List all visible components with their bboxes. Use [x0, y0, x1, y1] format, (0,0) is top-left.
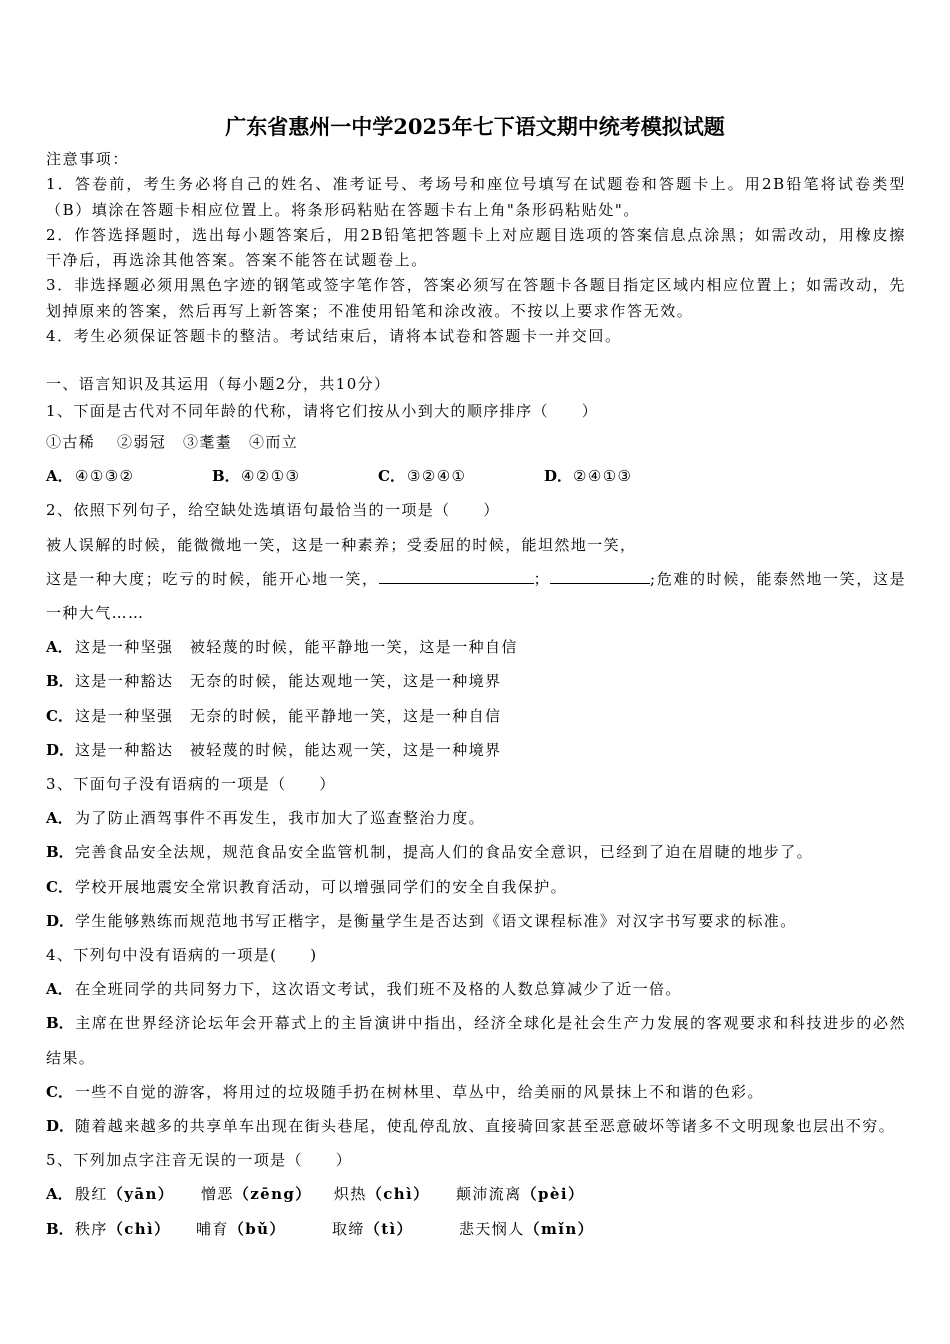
passage-text: 这是一种大度；吃亏的时候，能开心地一笑， — [46, 569, 379, 588]
option-b — [46, 664, 906, 698]
option-d — [46, 733, 906, 767]
option-text: ②④①③ — [573, 467, 633, 486]
age-term-item: ④而立 — [249, 433, 299, 451]
option-a — [46, 1177, 906, 1211]
word: 憎恶 — [201, 1185, 234, 1204]
pinyin: （bǔ） — [228, 1219, 286, 1238]
option-text: 这是一种坚强 被轻蔑的时候，能平静地一笑，这是一种自信 — [75, 638, 518, 657]
pinyin: （pèi） — [521, 1185, 585, 1204]
option-label: A． — [46, 467, 73, 486]
option-d — [46, 904, 906, 938]
option-a — [46, 459, 212, 493]
pinyin: （chì） — [366, 1185, 430, 1204]
option-a — [46, 801, 906, 835]
option-c — [378, 459, 544, 493]
pinyin: （zēng） — [233, 1185, 312, 1204]
pinyin-item — [201, 1177, 334, 1211]
question-5-stem: 5、下列加点字注音无误的一项是（ ） — [46, 1151, 353, 1170]
option-text: 这是一种豁达 被轻蔑的时候，能达观一笑，这是一种境界 — [75, 740, 502, 759]
word: 殷红 — [75, 1185, 108, 1204]
option-c — [46, 699, 906, 733]
question-2-passage-line: 被人误解的时候，能微微地一笑，这是一种素养；受委屈的时候，能坦然地一笑， — [46, 535, 637, 554]
notice-item: 1．答卷前，考生务必将自己的姓名、准考证号、考场号和座位号填写在试题卷和答题卡上。用2B铅笔将试卷类型（B）填涂在答题卡相应位置上。将条形码粘贴在答题卡右上角"条形码粘贴处"。 — [46, 175, 906, 219]
option-label: C． — [46, 877, 73, 896]
option-label: A． — [46, 1185, 73, 1204]
question-1-options — [46, 459, 906, 493]
option-d — [46, 1109, 906, 1143]
option-label: B． — [46, 1219, 74, 1238]
word: 秩序 — [75, 1219, 108, 1238]
question-2-stem: 2、依照下列句子，给空缺处选填语句最恰当的一项是（ ） — [46, 501, 500, 520]
pinyin-item — [334, 1177, 456, 1211]
option-label: D． — [544, 467, 573, 486]
option-text: ③②④① — [407, 467, 467, 486]
option-label: A． — [46, 638, 73, 657]
pinyin-item — [75, 1177, 201, 1211]
notice-heading: 注意事项： — [46, 150, 130, 168]
section-language-knowledge — [46, 371, 906, 1246]
option-text: 完善食品安全法规，规范食品安全监管机制，提高人们的食品安全意识，已经到了迫在眉睫的地步了。 — [75, 843, 814, 862]
age-term-item: ②弱冠 — [117, 433, 167, 451]
option-label: D． — [46, 1117, 75, 1136]
notice-item: 4．考生必须保证答题卡的整洁。考试结束后，请将本试卷和答题卡一并交回。 — [46, 327, 622, 346]
question-1-items — [46, 425, 906, 459]
pinyin: （yān） — [107, 1185, 175, 1204]
word: 颠沛流离 — [456, 1185, 522, 1204]
option-label: C． — [46, 706, 73, 725]
option-c — [46, 870, 906, 904]
age-term-item: ①古稀 — [46, 433, 96, 451]
option-label: B． — [212, 467, 240, 486]
option-b — [46, 1212, 906, 1246]
question-1-stem: 1、下面是古代对不同年龄的代称，请将它们按从小到大的顺序排序（ ） — [46, 402, 599, 420]
option-text: 随着越来越多的共享单车出现在街头巷尾，使乱停乱放、直接骑回家甚至恶意破坏等诸多不文明现象也层出不穷。 — [75, 1117, 896, 1136]
section-heading: 一、语言知识及其运用（每小题2分，共10分） — [46, 375, 391, 393]
option-a — [46, 972, 906, 1006]
question-4-stem: 4、下列句中没有语病的一项是( ) — [46, 946, 318, 965]
option-b — [46, 1006, 906, 1074]
option-text: 这是一种坚强 无奈的时候，能平静地一笑，这是一种自信 — [75, 706, 502, 725]
pinyin: （mǐn） — [524, 1219, 595, 1238]
question-2-passage-with-blanks — [46, 562, 906, 630]
option-a — [46, 630, 906, 664]
passage-text: ;危难的时候，能泰然地一笑，这是一种大气…… — [46, 569, 906, 623]
option-text: 一些不自觉的游客，将用过的垃圾随手扔在树林里、草丛中，给美丽的风景抹上不和谐的色彩。 — [75, 1082, 764, 1101]
notice-block — [46, 147, 906, 349]
question-3-stem: 3、下面句子没有语病的一项是（ ） — [46, 775, 336, 794]
option-text: 在全班同学的共同努力下，这次语文考试，我们班不及格的人数总算减少了近一倍。 — [75, 980, 682, 999]
pinyin: （chì） — [107, 1219, 171, 1238]
pinyin-item — [75, 1212, 196, 1246]
answer-blank — [550, 569, 650, 584]
option-label: B． — [46, 672, 74, 691]
option-label: C． — [378, 467, 405, 486]
word: 取缔 — [332, 1219, 365, 1238]
pinyin-item — [459, 1212, 594, 1246]
option-text: 主席在世界经济论坛年会开幕式上的主旨演讲中指出，经济全球化是社会生产力发展的客观要求和科技进步的必然结果。 — [46, 1014, 906, 1067]
option-label: C． — [46, 1082, 73, 1101]
option-text: 为了防止酒驾事件不再发生，我市加大了巡查整治力度。 — [75, 809, 486, 828]
pinyin: （tì） — [364, 1219, 414, 1238]
age-term-item: ③耄耋 — [183, 433, 233, 451]
option-text: 学校开展地震安全常识教育活动，可以增强同学们的安全自我保护。 — [75, 877, 568, 896]
option-label: D． — [46, 911, 75, 930]
pinyin-item — [456, 1177, 584, 1211]
option-label: A． — [46, 809, 73, 828]
pinyin-item — [332, 1212, 459, 1246]
word: 炽热 — [334, 1185, 367, 1204]
option-text: 这是一种豁达 无奈的时候，能达观地一笑，这是一种境界 — [75, 672, 502, 691]
pinyin-item — [196, 1212, 332, 1246]
option-c — [46, 1075, 906, 1109]
page-title: 广东省惠州一中学2025年七下语文期中统考模拟试题 — [225, 114, 725, 139]
passage-text: ； — [533, 569, 551, 588]
option-b — [46, 835, 906, 869]
option-label: B． — [46, 1014, 74, 1033]
notice-item: 3．非选择题必须用黑色字迹的钢笔或签字笔作答，答案必须写在答题卡各题目指定区域内相应位置上；如需改动，先划掉原来的答案，然后再写上新答案；不准使用铅笔和涂改液。不按以上要求作答无效。 — [46, 276, 906, 320]
option-b — [212, 459, 378, 493]
option-label: D． — [46, 740, 75, 759]
option-label: A． — [46, 980, 73, 999]
word: 哺育 — [196, 1219, 229, 1238]
option-text: 学生能够熟练而规范地书写正楷字，是衡量学生是否达到《语文课程标准》对汉字书写要求的标准。 — [75, 911, 797, 930]
option-text: ④①③② — [75, 467, 135, 486]
answer-blank — [379, 569, 534, 584]
option-text: ④②①③ — [241, 467, 301, 486]
notice-item: 2．作答选择题时，选出每小题答案后，用2B铅笔把答题卡上对应题目选项的答案信息点涂黑；如需改动，用橡皮擦干净后，再选涂其他答案。答案不能答在试题卷上。 — [46, 225, 906, 270]
word: 悲天悯人 — [459, 1219, 525, 1238]
option-label: B． — [46, 843, 74, 862]
option-d — [544, 459, 710, 493]
